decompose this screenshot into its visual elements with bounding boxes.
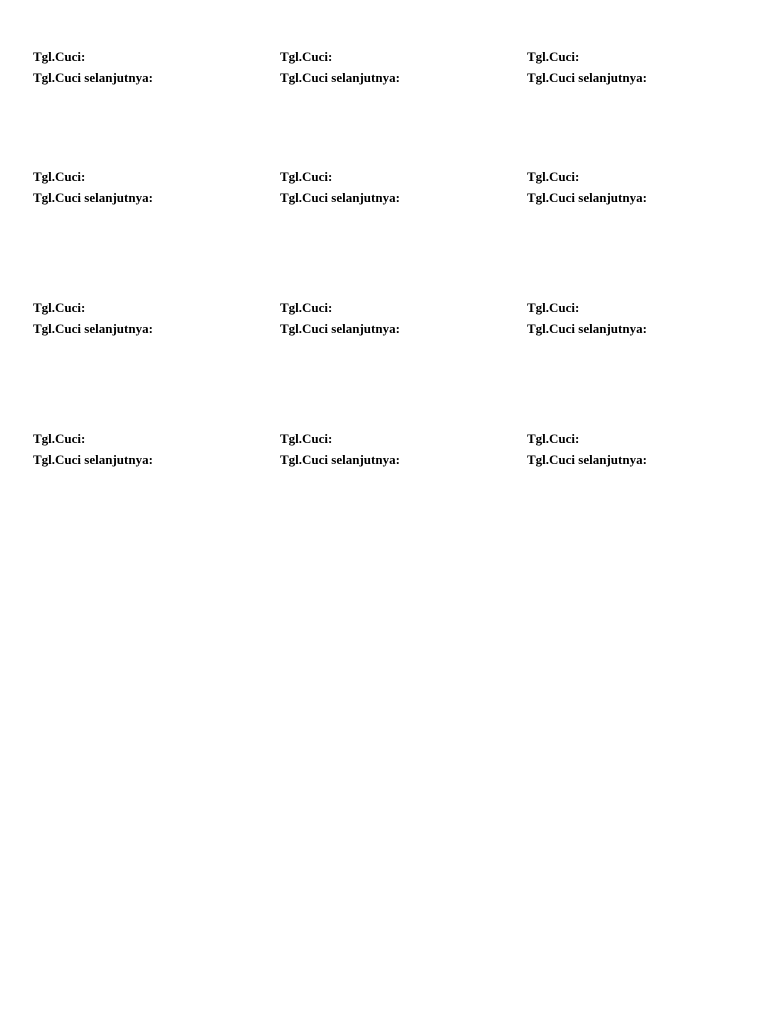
wash-date-label: Tgl.Cuci: — [527, 300, 580, 315]
next-wash-date-label: Tgl.Cuci selanjutnya: — [33, 190, 153, 205]
wash-label-2-2 — [280, 166, 527, 205]
wash-label-1-1 — [33, 46, 280, 85]
label-row-3 — [33, 297, 768, 336]
label-row-2 — [33, 166, 768, 205]
wash-label-3-3 — [527, 297, 768, 336]
wash-label-2-1 — [33, 166, 280, 205]
wash-label-2-3 — [527, 166, 768, 205]
label-row-1 — [33, 46, 768, 85]
wash-label-1-2 — [280, 46, 527, 85]
label-row-4 — [33, 428, 768, 467]
wash-date-label: Tgl.Cuci: — [33, 300, 86, 315]
next-wash-date-label: Tgl.Cuci selanjutnya: — [527, 70, 647, 85]
wash-date-label: Tgl.Cuci: — [280, 49, 333, 64]
next-wash-date-label: Tgl.Cuci selanjutnya: — [33, 452, 153, 467]
wash-date-label: Tgl.Cuci: — [527, 431, 580, 446]
wash-label-4-1 — [33, 428, 280, 467]
wash-label-3-2 — [280, 297, 527, 336]
wash-label-4-3 — [527, 428, 768, 467]
next-wash-date-label: Tgl.Cuci selanjutnya: — [280, 321, 400, 336]
wash-date-label: Tgl.Cuci: — [280, 431, 333, 446]
next-wash-date-label: Tgl.Cuci selanjutnya: — [527, 190, 647, 205]
wash-date-label: Tgl.Cuci: — [33, 49, 86, 64]
wash-date-label: Tgl.Cuci: — [280, 169, 333, 184]
next-wash-date-label: Tgl.Cuci selanjutnya: — [280, 190, 400, 205]
wash-date-label: Tgl.Cuci: — [527, 169, 580, 184]
wash-label-3-1 — [33, 297, 280, 336]
wash-date-label: Tgl.Cuci: — [33, 169, 86, 184]
wash-date-label: Tgl.Cuci: — [527, 49, 580, 64]
wash-label-1-3 — [527, 46, 768, 85]
wash-date-label: Tgl.Cuci: — [33, 431, 86, 446]
next-wash-date-label: Tgl.Cuci selanjutnya: — [527, 452, 647, 467]
next-wash-date-label: Tgl.Cuci selanjutnya: — [33, 321, 153, 336]
next-wash-date-label: Tgl.Cuci selanjutnya: — [527, 321, 647, 336]
wash-date-label: Tgl.Cuci: — [280, 300, 333, 315]
next-wash-date-label: Tgl.Cuci selanjutnya: — [280, 452, 400, 467]
next-wash-date-label: Tgl.Cuci selanjutnya: — [33, 70, 153, 85]
next-wash-date-label: Tgl.Cuci selanjutnya: — [280, 70, 400, 85]
wash-label-4-2 — [280, 428, 527, 467]
